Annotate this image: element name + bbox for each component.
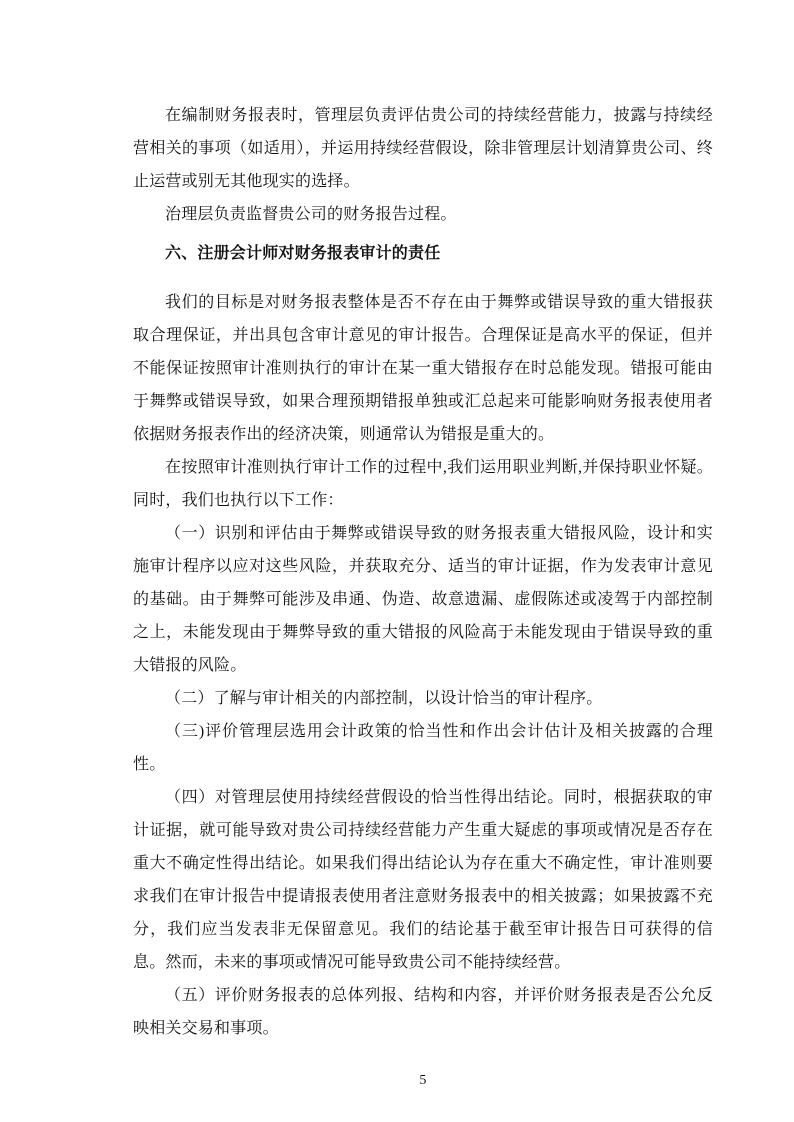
page-number: 5 [419,1073,427,1088]
section-heading-auditor-responsibility: 六、注册会计师对财务报表审计的责任 [165,245,441,262]
paragraph-item-4-going-concern-conclusion: （四）对管理层使用持续经营假设的恰当性得出结论。同时，根据获取的审计证据，就可能导致对贵公司持续经营能力产生重大疑虑的事项或情况是否存在重大不确定性得出结论。如果我们得出结论认为存在重大不确定性，审计准则要求我们在审计报告中提请报表使用者注意财务报表中的相关披露；如果披露不充分，我们应当发表非无保留意见。我们的结论基于截至审计报告日可获得的信息。然而，未来的事项或情况可能导致贵公司不能持续经营。 [133,789,713,971]
paragraph-item-1-risk-identification: （一）识别和评估由于舞弊或错误导致的财务报表重大错报风险，设计和实施审计程序以应对这些风险，并获取充分、适当的审计证据，作为发表审计意见的基础。由于舞弊可能涉及串通、伪造、故意遗漏、虚假陈述或凌驾于内部控制之上，未能发现由于舞弊导致的重大错报的风险高于未能发现由于错误导致的重大错报的风险。 [133,525,713,674]
paragraph-item-5-overall-presentation: （五）评价财务报表的总体列报、结构和内容，并评价财务报表是否公允反映相关交易和事项。 [133,987,713,1037]
paragraph-governance-oversight: 治理层负责监督贵公司的财务报告过程。 [165,206,457,223]
paragraph-going-concern-preparation: 在编制财务报表时，管理层负责评估贵公司的持续经营能力，披露与持续经营相关的事项（如适用），并运用持续经营假设，除非管理层计划清算贵公司、终止运营或别无其他现实的选择。 [133,107,713,190]
paragraph-item-2-internal-control: （二）了解与审计相关的内部控制，以设计恰当的审计程序。 [165,690,603,707]
paragraph-item-3-accounting-policies: （三)评价管理层选用会计政策的恰当性和作出会计估计及相关披露的合理性。 [133,723,713,773]
paragraph-professional-judgment: 在按照审计准则执行审计工作的过程中,我们运用职业判断,并保持职业怀疑。同时，我们也执行以下工作： [133,459,713,509]
page-footer [133,1071,713,1091]
text-block [133,99,713,1091]
paragraph-audit-objective: 我们的目标是对财务报表整体是否不存在由于舞弊或错误导致的重大错报获取合理保证，并出具包含审计意见的审计报告。合理保证是高水平的保证，但并不能保证按照审计准则执行的审计在某一重大错报存在时总能发现。错报可能由于舞弊或错误导致，如果合理预期错报单独或汇总起来可能影响财务报表使用者依据财务报表作出的经济决策，则通常认为错报是重大的。 [133,294,713,443]
